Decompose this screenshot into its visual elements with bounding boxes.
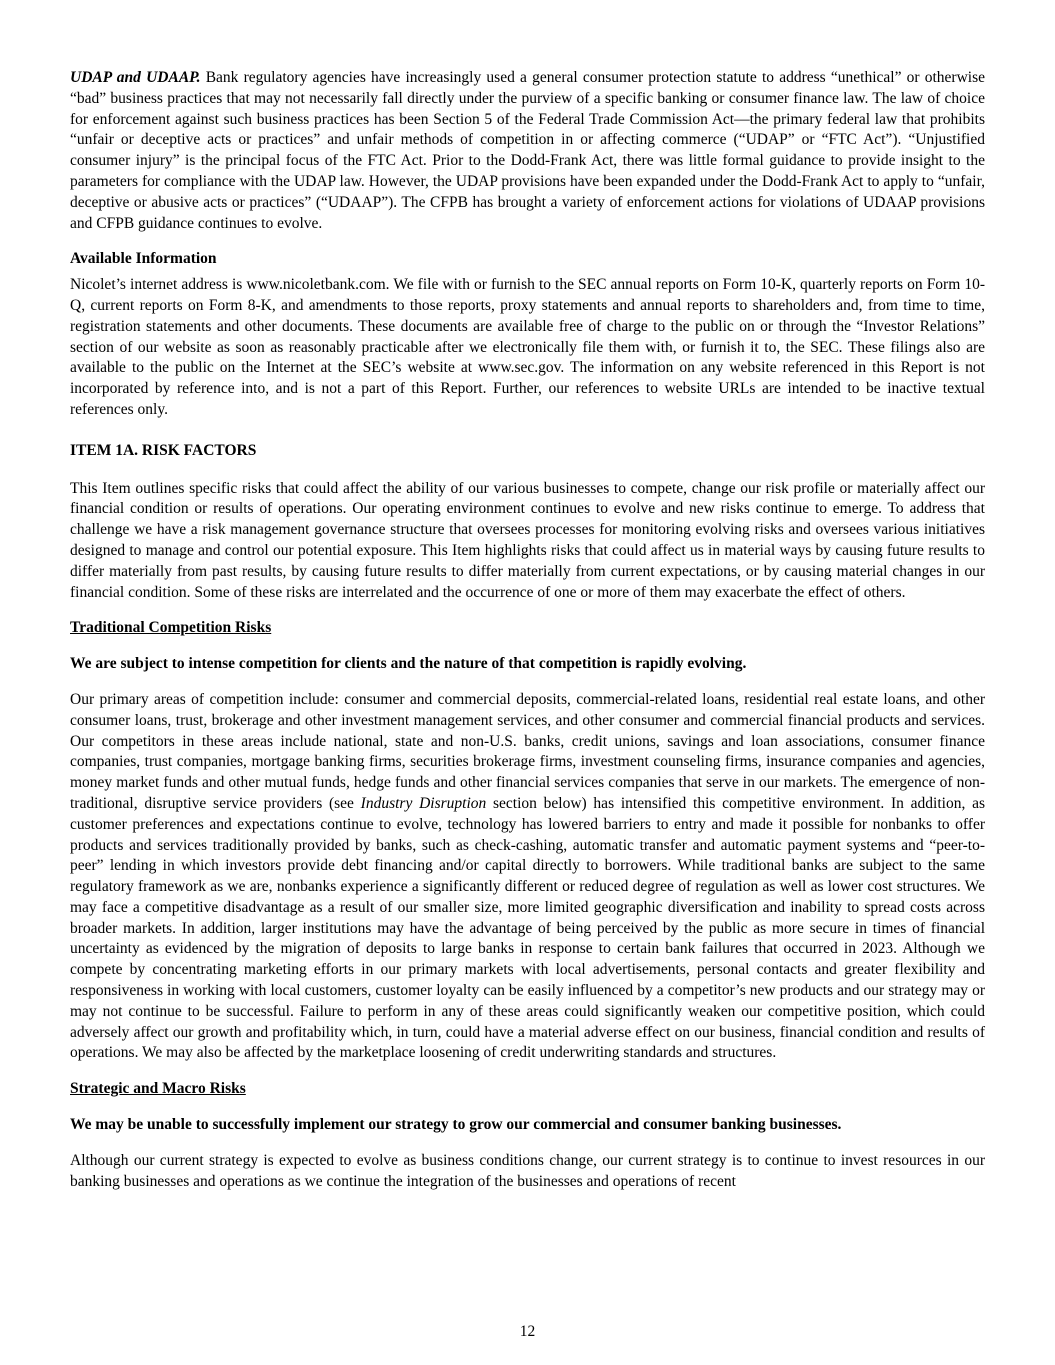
udap-paragraph (70, 68, 985, 234)
udap-lead: UDAP and UDAAP. (70, 69, 201, 86)
strategy-paragraph: Although our current strategy is expected to evolve as business conditions change, our current strategy is to continue to invest resources in our banking businesses and operations as we continue the integration of the businesses and operations of recent (70, 1151, 985, 1190)
item-1a-heading: ITEM 1A. RISK FACTORS (70, 441, 257, 459)
document-page (70, 68, 985, 1207)
competition-text-after: section below) has intensified this competitive environment. In addition, as customer preferences and expectations continue to evolve, technology has lowered barriers to entry and made it possible for nonbanks to offer products and services traditionally provided by banks, such as check-cashing, automatic transfer and automatic payment systems and “peer-to-peer” lending in which investors provide debt financing and/or capital directly to borrowers. While traditional banks are subject to the same regulatory framework as we are, nonbanks experience a significantly different or reduced degree of regulation as well as lower cost structures. We may face a competitive disadvantage as a result of our smaller size, more limited geographic diversification and inability to spread costs across broader markets. In addition, larger institutions may have the advantage of being perceived by the public as more secure in times of financial uncertainty as evidenced by the migration of deposits to large banks in response to certain bank failures that occurred in 2023. Although we compete by concentrating marketing efforts in our primary markets with local advertisements, personal contacts and greater flexibility and responsiveness in working with local customers, customer loyalty can be easily influenced by a competitor’s new products and our strategy may or may not continue to be successful. Failure to perform in any of these areas could significantly weaken our competitive position, which could adversely affect our growth and profitability which, in turn, could have a material adverse effect on our business, financial condition and results of operations. We may also be affected by the marketplace loosening of credit underwriting standards and structures. (70, 794, 985, 1062)
strategy-risk-heading: We may be unable to successfully implement our strategy to grow our commercial and consumer banking businesses. (70, 1116, 842, 1134)
industry-disruption-reference: Industry Disruption (360, 794, 487, 812)
competition-text-before: Our primary areas of competition include: consumer and commercial deposits, commercial-related loans, residential real estate loans, and other consumer loans, trust, brokerage and other investment management services, and other consumer and commercial financial products and services. Our competitors in these areas include national, state and non-U.S. banks, credit unions, savings and loan associations, consumer finance companies, trust companies, mortgage banking firms, securities brokerage firms, investment counseling firms, insurance companies and agencies, money market funds and other mutual funds, hedge funds and other financial services companies that serve in our markets. The emergence of non-traditional, disruptive service providers (see (70, 690, 985, 812)
competition-risk-heading: We are subject to intense competition for clients and the nature of that competition is rapidly evolving. (70, 655, 747, 673)
item-1a-paragraph: This Item outlines specific risks that could affect the ability of our various businesses to compete, change our risk profile or materially affect our financial condition or results of operations. Our operating environment continues to evolve and new risks continue to emerge. To address that challenge we have a risk management governance structure that oversees processes for monitoring evolving risks and oversees various initiatives designed to manage and control our potential exposure. This Item highlights risks that could affect us in material ways by causing future results to differ materially from past results, by causing future results to differ materially from current expectations, or by causing material changes in our financial condition. Some of these risks are interrelated and the occurrence of one or more of them may exacerbate the effect of others. (70, 479, 985, 601)
strategic-macro-section-heading: Strategic and Macro Risks (70, 1080, 246, 1098)
available-information-heading: Available Information (70, 250, 217, 268)
traditional-competition-section-heading: Traditional Competition Risks (70, 619, 272, 637)
udap-text: Bank regulatory agencies have increasingly used a general consumer protection statute to address “unethical” or otherwise “bad” business practices that may not necessarily fall directly under the purview of a specific banking or consumer finance law. The law of choice for enforcement against such business practices has been Section 5 of the Federal Trade Commission Act—the primary federal law that prohibits “unfair or deceptive acts or practices” and unfair methods of competition in or affecting commerce (“UDAP” or “FTC Act”). “Unjustified consumer injury” is the principal focus of the FTC Act. Prior to the Dodd-Frank Act, there was little formal guidance to provide insight to the parameters for compliance with the UDAP law. However, the UDAP provisions have been expanded under the Dodd-Frank Act to apply to “unfair, deceptive or abusive acts or practices” (“UDAAP”). The CFPB has brought a variety of enforcement actions for violations of UDAAP provisions and CFPB guidance continues to evolve. (70, 69, 985, 232)
page-number: 12 (519, 1323, 536, 1340)
available-information-paragraph: Nicolet’s internet address is www.nicoletbank.com. We file with or furnish to the SEC annual reports on Form 10-K, quarterly reports on Form 10-Q, current reports on Form 8-K, and amendments to those reports, proxy statements and annual reports to shareholders and, from time to time, registration statements and other documents. These documents are available free of charge to the public on or through the “Investor Relations” section of our website as soon as reasonably practicable after we electronically file them with, or furnish it to, the SEC. These filings also are available to the public on the Internet at the SEC’s website at www.sec.gov. The information on any website referenced in this Report is not incorporated by reference into, and is not a part of this Report. Further, our references to website URLs are intended to be inactive textual references only. (70, 276, 985, 418)
competition-paragraph (70, 690, 985, 1064)
